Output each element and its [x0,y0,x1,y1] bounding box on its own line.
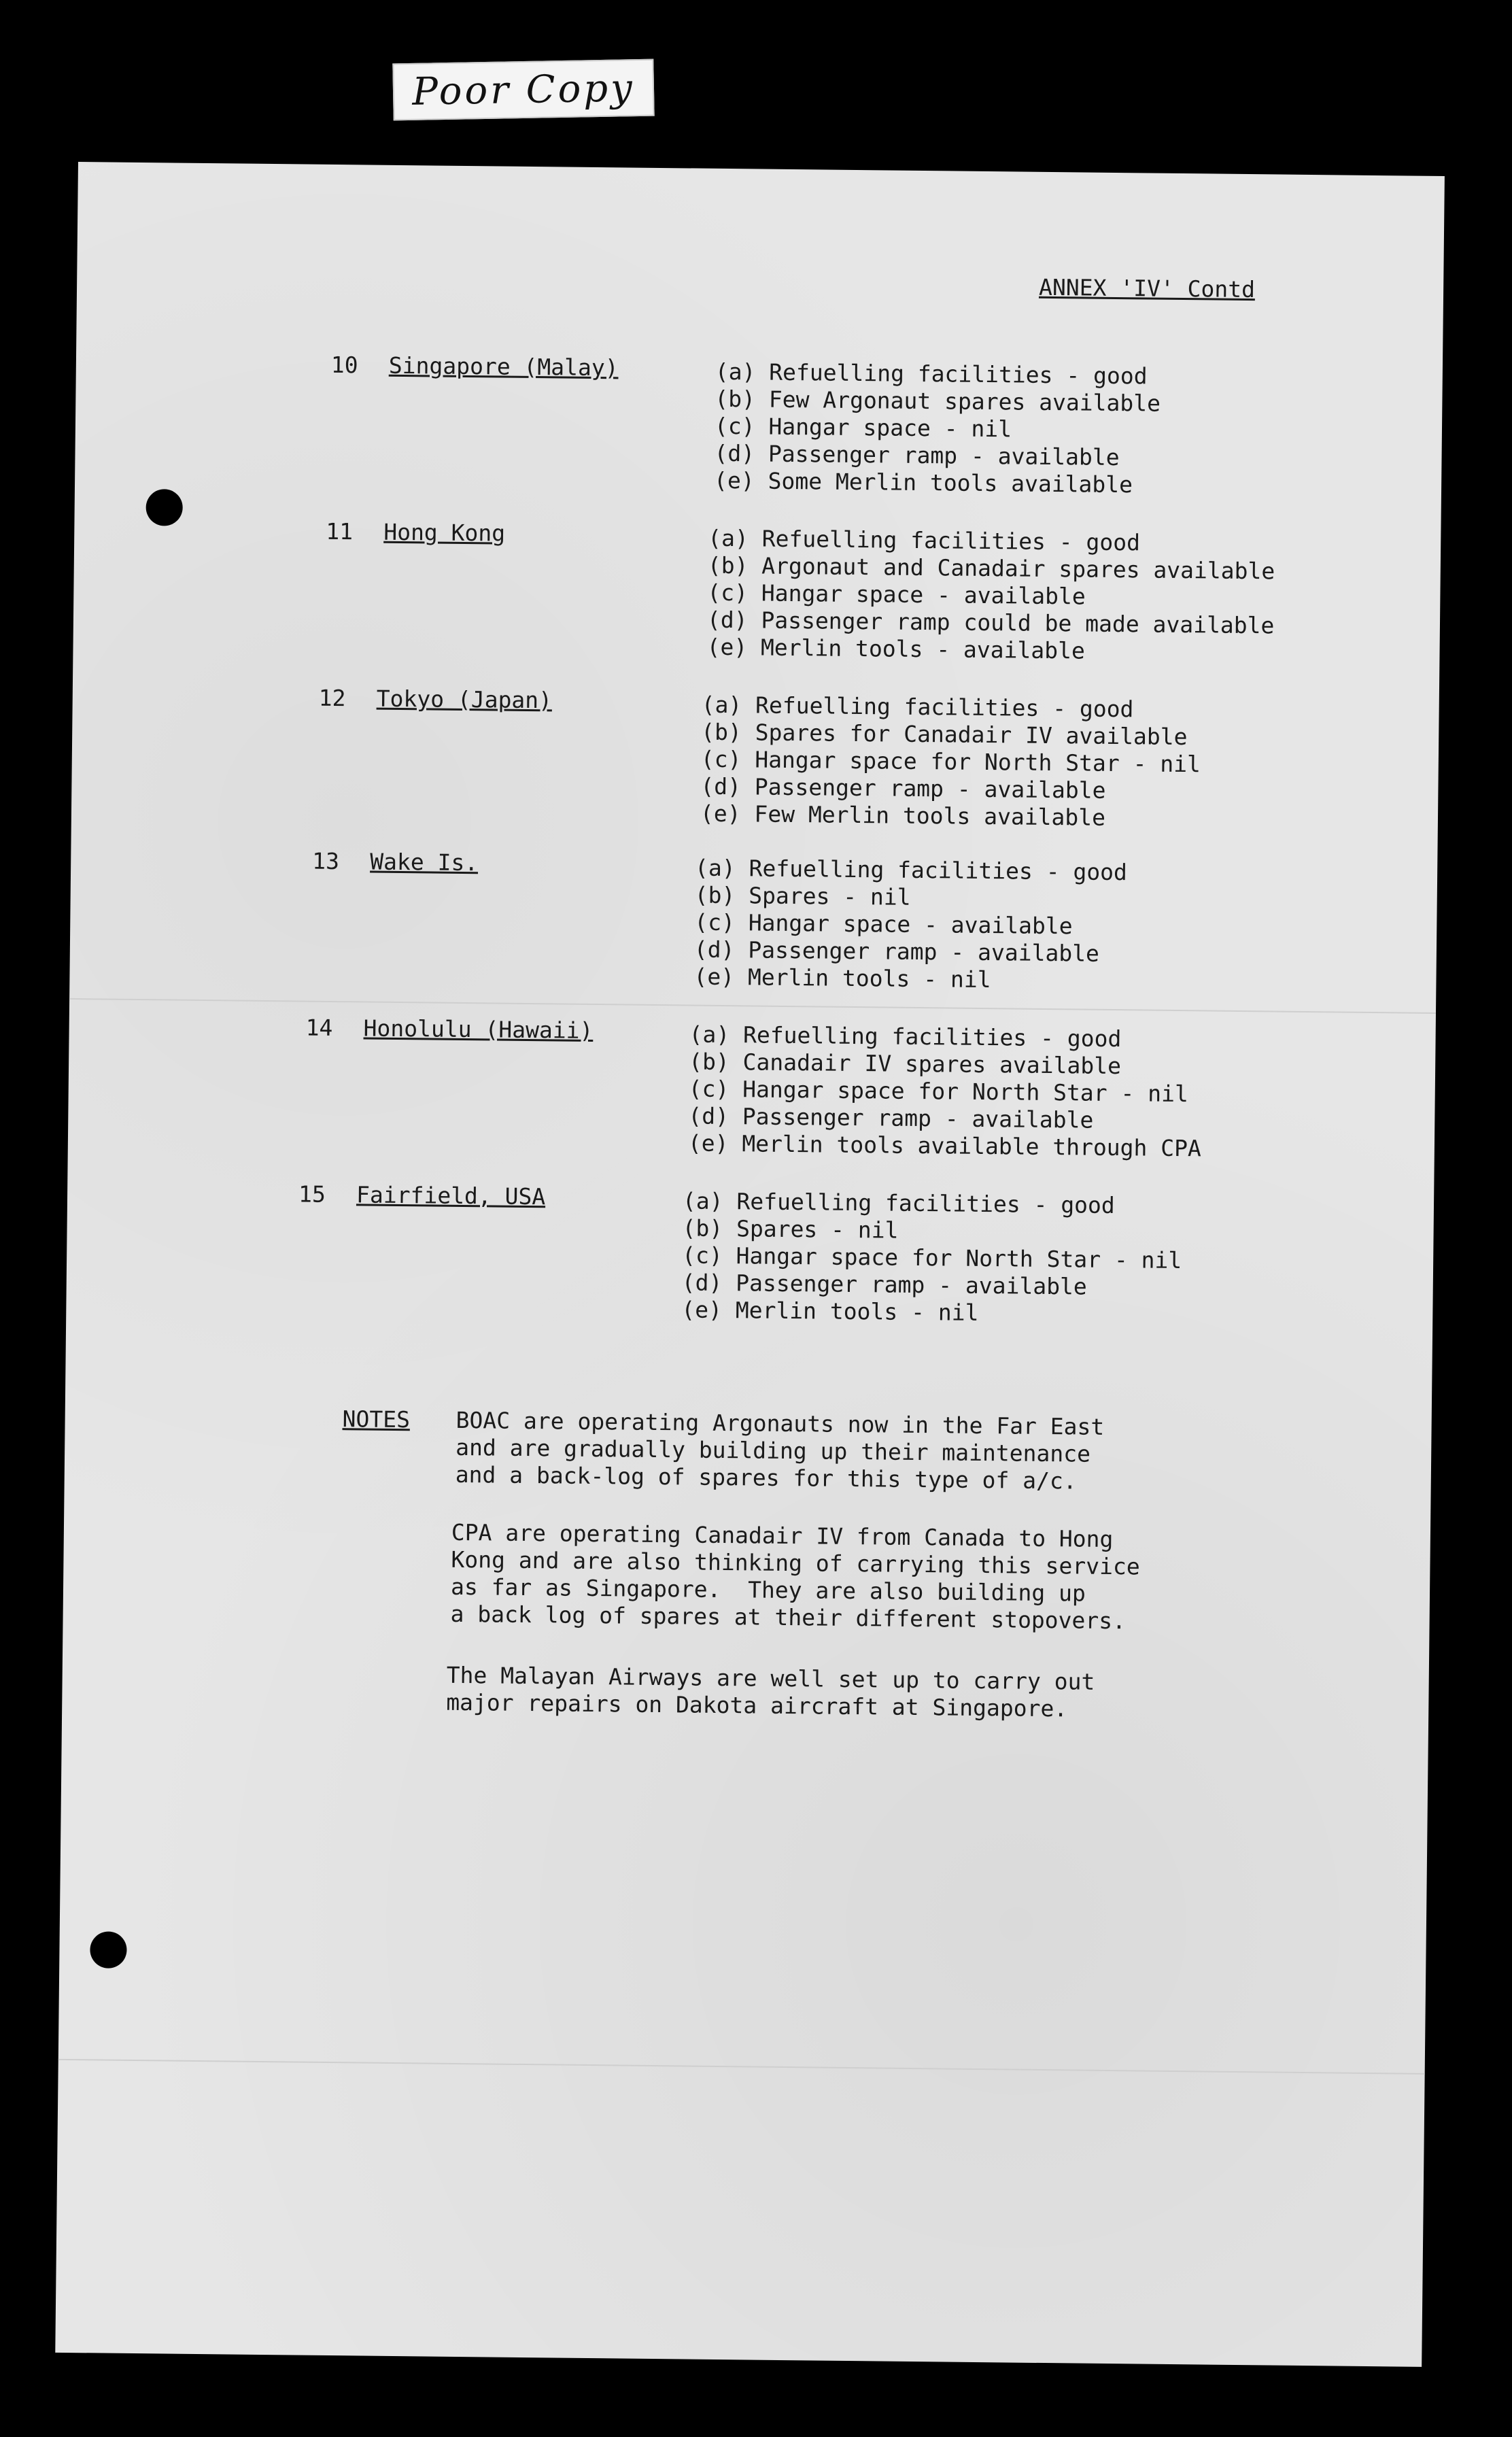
notes-line: The Malayan Airways are well set up to carry out [446,1661,1095,1695]
notes-line: and a back-log of spares for this type of a/c. [455,1461,1077,1495]
entry-number: 13 [312,847,340,875]
entry-place: Tokyo (Japan) [376,685,553,714]
entry-item: (a) Refuelling facilities - good [694,854,1128,886]
entry-items [681,1187,1182,1329]
entry-item: (d) Passenger ramp - available [688,1102,1094,1134]
entry-items [700,692,1201,833]
entry-items [693,855,1127,995]
entry-item: (e) Merlin tools - nil [693,963,991,993]
notes-line: major repairs on Dakota aircraft at Singapore. [446,1688,1068,1722]
entry-item: (d) Passenger ramp - available [693,936,1100,967]
entry-number: 15 [298,1180,326,1208]
entry-place: Fairfield, USA [356,1181,546,1210]
entry-item: (c) Hangar space - available [707,579,1086,610]
entry-item: (e) Merlin tools available through CPA [687,1129,1202,1162]
entry-item: (b) Spares for Canadair IV available [701,718,1188,751]
entry-item: (c) Hangar space for North Star - nil [700,745,1201,778]
notes-line: as far as Singapore. They are also building up [450,1573,1086,1607]
entry-item: (b) Canadair IV spares available [688,1048,1122,1080]
entry-item: (d) Passenger ramp - available [714,439,1120,471]
notes-label: NOTES [342,1405,411,1433]
entry-item: (b) Spares - nil [694,881,911,910]
entry-number: 14 [305,1014,333,1041]
entry-item: (a) Refuelling facilities - good [708,524,1141,556]
entry-number: 10 [330,351,358,379]
punch-hole-top [145,489,183,526]
entry-item: (a) Refuelling facilities - good [682,1187,1115,1219]
entry-item: (b) Spares - nil [682,1214,899,1244]
entry-item: (d) Passenger ramp - available [681,1269,1087,1300]
entry-item: (e) Few Merlin tools available [700,800,1106,831]
entry-item: (c) Hangar space - available [694,908,1073,940]
entry-item: (b) Argonaut and Canadair spares available [707,551,1275,585]
entry-item: (c) Hangar space for North Star - nil [688,1075,1189,1108]
notes-paragraph [456,1407,1211,1497]
annex-header: ANNEX 'IV' Contd [1038,273,1256,303]
entry-item: (a) Refuelling facilities - good [689,1021,1122,1053]
entry-items [688,1021,1203,1162]
entry-items [706,525,1275,667]
entry-place: Honolulu (Hawaii) [363,1015,594,1044]
notes-line: CPA are operating Canadair IV from Canada to Hong [451,1518,1114,1553]
entry-place: Singapore (Malay) [388,352,619,381]
notes-line: and are gradually building up their maintenance [456,1433,1091,1467]
fold-line [58,2059,1425,2075]
entry-number: 11 [326,517,354,545]
entry-item: (e) Merlin tools - nil [681,1296,979,1326]
entry-item: (d) Passenger ramp - available [700,772,1106,804]
entry-place: Hong Kong [383,518,506,547]
entry-item: (d) Passenger ramp could be made available [706,606,1275,639]
entry-item: (b) Few Argonaut spares available [715,385,1161,417]
notes-paragraph [446,1662,1201,1724]
entry-place: Wake Is. [370,848,479,876]
document-page [55,162,1445,2367]
entry-item: (a) Refuelling facilities - good [715,358,1148,390]
entry-items [714,358,1161,499]
notes-line: BOAC are operating Argonauts now in the Far East [456,1406,1105,1440]
entry-number: 12 [318,684,346,712]
notes-line: a back log of spares at their different stopovers. [450,1600,1127,1635]
notes-paragraph [450,1519,1206,1636]
entry-item: (e) Some Merlin tools available [713,466,1133,498]
punch-hole-bottom [90,1931,127,1969]
entry-item: (e) Merlin tools - available [706,633,1086,664]
entry-item: (c) Hangar space for North Star - nil [682,1242,1182,1274]
entry-item: (c) Hangar space - nil [714,412,1012,443]
notes-line: Kong and are also thinking of carrying this service [451,1546,1140,1580]
entry-item: (a) Refuelling facilities - good [701,691,1134,723]
poor-copy-stamp: Poor Copy [392,59,654,121]
fold-line [69,998,1436,1014]
